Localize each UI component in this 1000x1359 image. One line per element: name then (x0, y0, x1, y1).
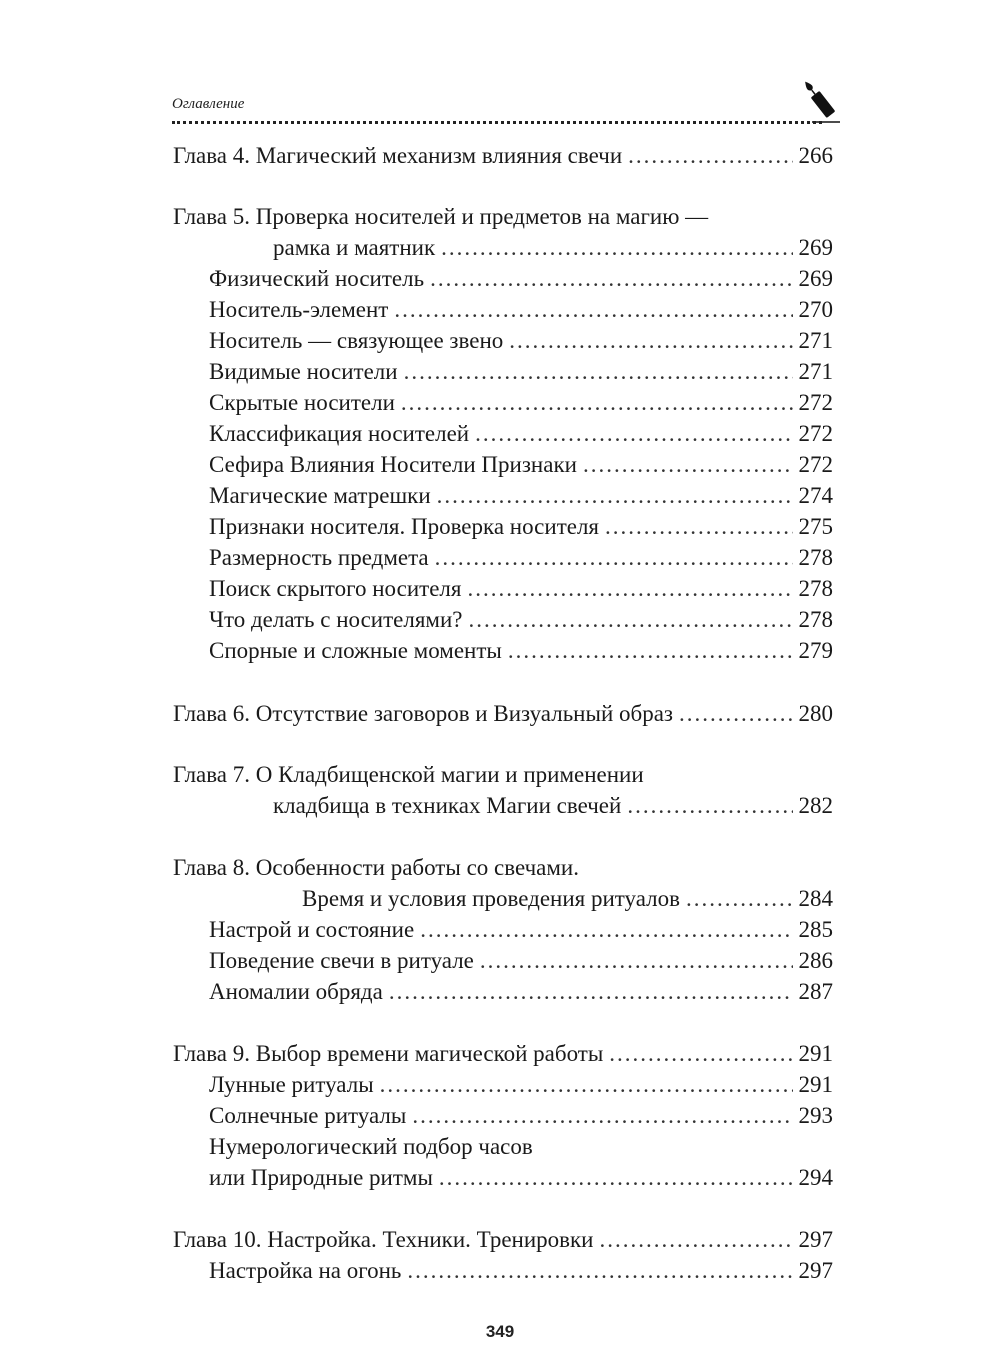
toc-entry[interactable]: Классификация носителей ..... 272 (209, 418, 833, 449)
toc-entry[interactable]: Глава 4. Магический механизм влияния свечи ..... 266 (173, 140, 833, 171)
toc-entry[interactable]: Глава 8. Особенности работы со свечами. (173, 855, 579, 880)
toc-entry[interactable]: Признаки носителя. Проверка носителя ..... 275 (209, 511, 833, 542)
toc-entry[interactable]: Видимые носители ..... 271 (209, 356, 833, 387)
toc-entry[interactable]: Носитель-элемент ..... 270 (209, 294, 833, 325)
toc-entry[interactable]: Носитель — связующее звено ..... 271 (209, 325, 833, 356)
toc-entry[interactable]: Спорные и сложные моменты ..... 279 (209, 635, 833, 666)
toc-entry[interactable]: Солнечные ритуалы ..... 293 (209, 1100, 833, 1131)
toc-entry[interactable]: Поведение свечи в ритуале ..... 286 (209, 945, 833, 976)
toc-entry[interactable]: Что делать с носителями? ..... 278 (209, 604, 833, 635)
toc-entry[interactable]: Настройка на огонь ..... 297 (209, 1255, 833, 1286)
toc-entry[interactable]: Нумерологический подбор часов (209, 1134, 533, 1159)
toc-entry[interactable]: Глава 5. Проверка носителей и предметов на магию — (173, 204, 709, 229)
toc-entry[interactable]: Магические матрешки ..... 274 (209, 480, 833, 511)
toc-entry[interactable]: Лунные ритуалы ..... 291 (209, 1069, 833, 1100)
toc-entry[interactable]: Глава 7. О Кладбищенской магии и применении (173, 762, 644, 787)
toc-entry[interactable]: Время и условия проведения ритуалов ..... 284 (302, 883, 833, 914)
toc-entry[interactable]: Аномалии обряда ..... 287 (209, 976, 833, 1007)
toc-entry[interactable]: Физический носитель ..... 269 (209, 263, 833, 294)
toc-entry[interactable]: или Природные ритмы ..... 294 (209, 1162, 833, 1193)
toc-entry[interactable]: Настрой и состояние ..... 285 (209, 914, 833, 945)
header-label: Оглавление (172, 96, 245, 112)
toc-entry[interactable]: Скрытые носители ..... 272 (209, 387, 833, 418)
toc-entry[interactable]: Сефира Влияния Носители Признаки ..... 272 (209, 449, 833, 480)
toc-entry[interactable]: Поиск скрытого носителя ..... 278 (209, 573, 833, 604)
toc-entry[interactable]: Глава 9. Выбор времени магической работы ..... 291 (173, 1038, 833, 1069)
toc-entry[interactable]: кладбища в техниках Магии свечей ..... 282 (273, 790, 833, 821)
page-number: 349 (485, 1322, 515, 1341)
toc-entry[interactable]: Размерность предмета ..... 278 (209, 542, 833, 573)
toc-entry[interactable]: Глава 6. Отсутствие заговоров и Визуальный образ ..... 280 (173, 698, 833, 729)
toc-entry[interactable]: Глава 10. Настройка. Техники. Тренировки ..... 297 (173, 1224, 833, 1255)
toc-entry[interactable]: рамка и маятник ..... 269 (273, 232, 833, 263)
